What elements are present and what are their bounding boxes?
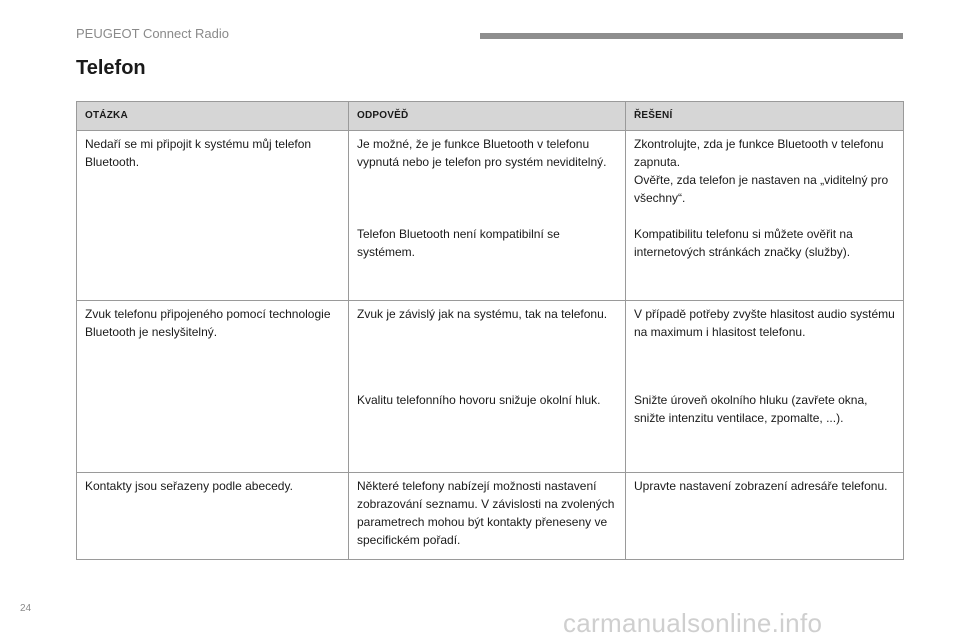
answer-cell: Některé telefony nabízejí možnosti nastavení zobrazování seznamu. V závislosti na zvolených parametrech mohou být kontakty přeneseny ve specifickém pořadí.	[349, 473, 626, 560]
solution-cell: Upravte nastavení zobrazení adresáře telefonu.	[626, 473, 904, 560]
column-header-question: OTÁZKA	[77, 102, 349, 131]
page-number: 24	[20, 603, 32, 614]
table-header-row	[77, 102, 904, 131]
solution-cell: V případě potřeby zvyšte hlasitost audio systému na maximum i hlasitost telefonu.	[626, 301, 904, 387]
running-header: PEUGEOT Connect Radio	[76, 26, 229, 41]
answer-cell: Je možné, že je funkce Bluetooth v telefonu vypnutá nebo je telefon pro systém neviditelný.	[349, 131, 626, 221]
solution-cell: Snižte úroveň okolního hluku (zavřete okna, snižte intenzitu ventilace, zpomalte, ...).	[626, 387, 904, 473]
question-cell: Zvuk telefonu připojeného pomocí technologie Bluetooth je neslyšitelný.	[77, 301, 349, 473]
column-header-solution: ŘEŠENÍ	[626, 102, 904, 131]
question-cell: Nedaří se mi připojit k systému můj telefon Bluetooth.	[77, 131, 349, 301]
answer-cell: Telefon Bluetooth není kompatibilní se systémem.	[349, 221, 626, 301]
answer-cell: Kvalitu telefonního hovoru snižuje okolní hluk.	[349, 387, 626, 473]
answer-cell: Zvuk je závislý jak na systému, tak na telefonu.	[349, 301, 626, 387]
watermark[interactable]: carmanualsonline.info	[563, 608, 823, 638]
question-cell: Kontakty jsou seřazeny podle abecedy.	[77, 473, 349, 560]
page-title: Telefon	[76, 57, 146, 79]
solution-cell: Zkontrolujte, zda je funkce Bluetooth v telefonu zapnuta. Ověřte, zda telefon je nastaven na „viditelný pro všechny“.	[626, 131, 904, 221]
table-row	[77, 301, 904, 387]
faq-table	[76, 101, 904, 560]
header-bar	[480, 33, 903, 39]
column-header-answer: ODPOVĚĎ	[349, 102, 626, 131]
table-row	[77, 131, 904, 221]
solution-cell: Kompatibilitu telefonu si můžete ověřit na internetových stránkách značky (služby).	[626, 221, 904, 301]
table-row	[77, 473, 904, 560]
